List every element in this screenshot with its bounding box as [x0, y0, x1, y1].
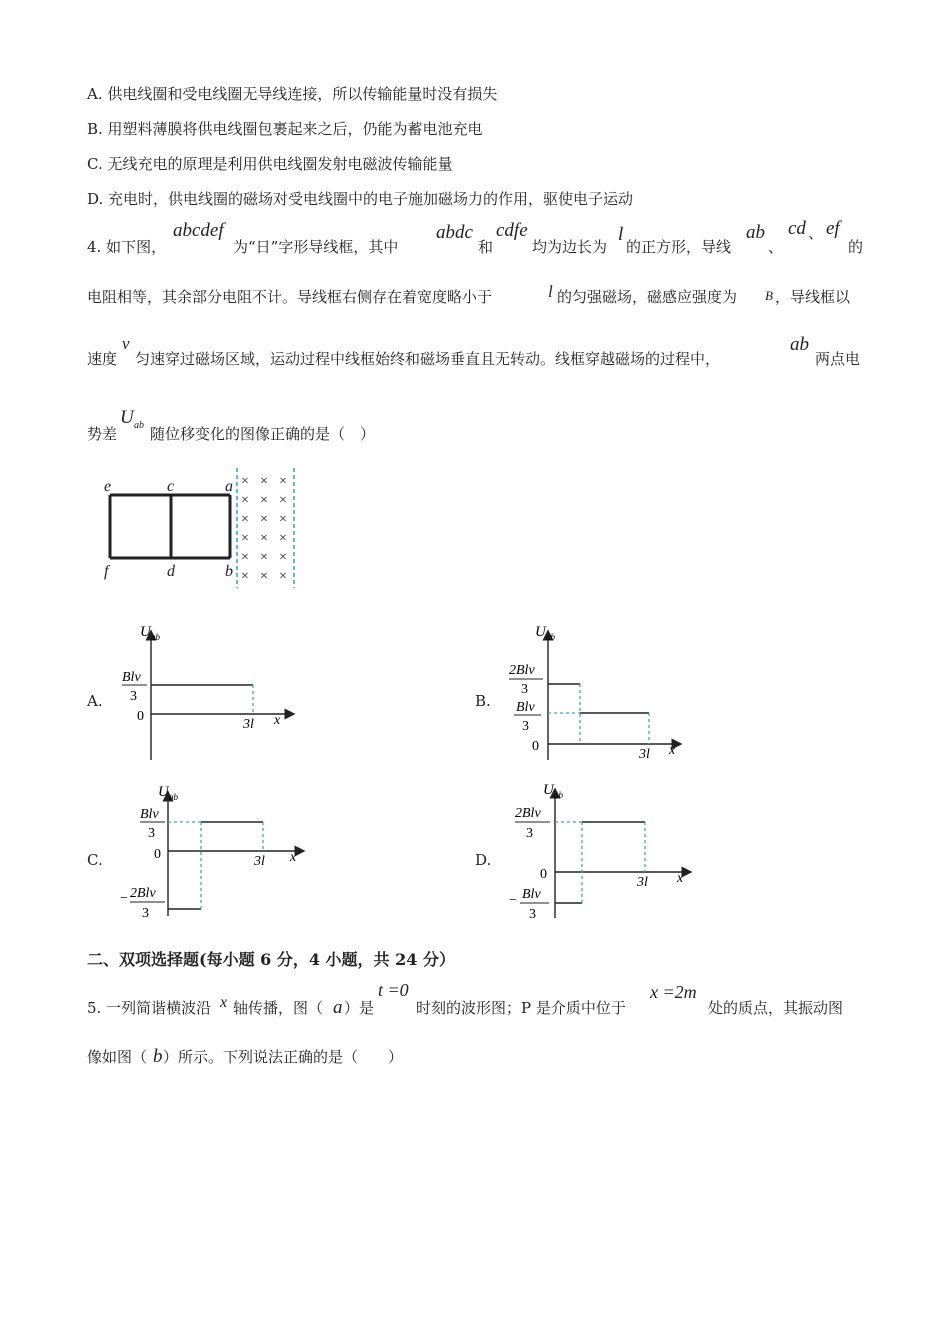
field-cross-mark: × [241, 531, 249, 546]
q5-text: ）是 [344, 999, 375, 1017]
axis-x: x [677, 871, 684, 886]
field-cross-mark: × [260, 493, 268, 508]
label-a: a [225, 478, 233, 495]
q5-text: 轴传播，图（ [233, 999, 324, 1017]
q3-option-c: C. 无线充电的原理是利用供电线圈发射电磁波传输能量 [87, 155, 453, 173]
q4-symbol-v: v [122, 334, 130, 353]
tick-zero: 0 [540, 867, 547, 882]
wire-frame [110, 495, 230, 558]
q4-text: 、 [768, 238, 784, 256]
q4-symbol-B: B [765, 288, 773, 303]
q4-text: 速度 [87, 350, 118, 368]
tick-3l: 3l [639, 747, 650, 762]
q4-text: 、 [808, 224, 824, 242]
tick-3: 3 [521, 682, 528, 697]
axis-u-sub: ab [151, 632, 160, 642]
q5-symbol-b: b [153, 1046, 163, 1067]
field-cross-mark: × [260, 474, 268, 489]
label-b: b [225, 563, 233, 580]
graph-b [505, 620, 685, 765]
field-cross-mark: × [260, 569, 268, 584]
q4-text: 和 [478, 238, 494, 256]
q4-symbol-cd: cd [788, 218, 806, 239]
axis-x: x [669, 743, 676, 758]
q4-symbol-ab: ab [746, 222, 765, 243]
graph-d [505, 778, 695, 923]
tick-3l: 3l [254, 854, 265, 869]
tick-3: 3 [148, 826, 155, 841]
q5-symbol-t0: t =0 [378, 980, 409, 1000]
label-f: f [104, 563, 109, 580]
q4-symbol-ef: ef [826, 218, 840, 239]
q4-text: 电阻相等，其余部分电阻不计。导线框右侧存在着宽度略小于 [87, 288, 493, 306]
axis-u: U [535, 624, 546, 640]
option-d-label: D. [475, 851, 492, 869]
field-cross-mark: × [241, 493, 249, 508]
tick-minus: − [509, 893, 517, 908]
tick-3: 3 [526, 826, 533, 841]
graph-c [118, 778, 308, 923]
q3-option-a: A. 供电线圈和受电线圈无导线连接，所以传输能量时没有损失 [87, 85, 498, 103]
tick-3l: 3l [243, 717, 254, 732]
q4-text: 随位移变化的图像正确的是（ ） [150, 425, 376, 443]
q4-text: 的 [848, 238, 864, 256]
field-cross-mark: × [279, 569, 287, 584]
tick-3: 3 [142, 906, 149, 921]
q5-text: 处的质点，其振动图 [708, 999, 844, 1017]
axis-u-sub: ab [546, 632, 555, 642]
q4-symbol-abcdef: abcdef [173, 220, 224, 241]
option-b-label: B. [475, 692, 491, 710]
q4-symbol-U: U [120, 407, 134, 428]
field-cross-mark: × [279, 493, 287, 508]
tick-2blv: 2Blv [515, 806, 541, 821]
axis-x: x [274, 713, 281, 728]
field-cross-mark: × [260, 531, 268, 546]
option-c-label: C. [87, 851, 103, 869]
tick-zero: 0 [154, 847, 161, 862]
axis-u: U [543, 782, 554, 798]
field-cross-mark: × [241, 550, 249, 565]
q4-symbol-ab: ab [790, 334, 809, 355]
tick-3: 3 [130, 689, 137, 704]
axis-u: U [158, 784, 169, 800]
label-c: c [167, 478, 175, 495]
q5-text: 像如图（ [87, 1048, 148, 1066]
tick-minus: − [120, 891, 128, 906]
field-cross-mark: × [241, 474, 249, 489]
q4-symbol-l: l [548, 282, 553, 301]
field-cross-mark: × [241, 512, 249, 527]
axis-u-sub: ab [169, 792, 178, 802]
tick-blv: Blv [140, 807, 159, 822]
q5-text: 5. 一列简谐横波沿 [87, 999, 212, 1017]
tick-3l: 3l [637, 875, 648, 890]
label-d: d [167, 563, 175, 580]
tick-3: 3 [522, 719, 529, 734]
field-cross-mark: × [279, 550, 287, 565]
q5-text: 时刻的波形图；P 是介质中位于 [416, 999, 626, 1017]
q4-text: 的匀强磁场，磁感应强度为 [557, 288, 738, 306]
q4-symbol-cdfe: cdfe [496, 220, 528, 241]
wire-frame-figure [95, 468, 310, 598]
q3-option-d: D. 充电时，供电线圈的磁场对受电线圈中的电子施加磁场力的作用，驱使电子运动 [87, 190, 634, 208]
axis-x: x [290, 850, 297, 865]
section-2-title: 二、双项选择题(每小题 6 分，4 小题，共 24 分） [87, 950, 455, 969]
field-cross-mark: × [260, 512, 268, 527]
q5-symbol-x2m: x =2m [650, 982, 697, 1002]
q4-symbol-abdc: abdc [436, 222, 473, 243]
q4-text: 为“日”字形导线框，其中 [233, 238, 399, 256]
tick-blv: Blv [122, 670, 141, 685]
axis-u-sub: ab [554, 790, 563, 800]
q5-symbol-x: x [220, 994, 228, 1011]
tick-zero: 0 [137, 709, 144, 724]
q5-text: ）所示。下列说法正确的是（ ） [163, 1048, 404, 1066]
q4-text: 两点电 [815, 350, 861, 368]
tick-blv: Blv [516, 700, 535, 715]
q4-text: 4. 如下图， [87, 238, 167, 256]
q4-text: 的正方形，导线 [626, 238, 732, 256]
magnetic-field-crosses [241, 474, 287, 584]
field-cross-mark: × [279, 512, 287, 527]
axis-u: U [140, 624, 151, 640]
q4-symbol-ab-sub: ab [134, 420, 144, 431]
option-a-label: A. [87, 692, 103, 710]
field-cross-mark: × [279, 474, 287, 489]
field-cross-mark: × [279, 531, 287, 546]
graph-a [118, 620, 298, 765]
tick-zero: 0 [532, 739, 539, 754]
q4-text: ，导线框以 [775, 288, 851, 306]
q4-text: 匀速穿过磁场区域，运动过程中线框始终和磁场垂直且无转动。线框穿越磁场的过程中， [135, 350, 721, 368]
field-cross-mark: × [241, 569, 249, 584]
q5-symbol-a: a [333, 997, 343, 1018]
q4-text: 势差 [87, 425, 118, 443]
tick-3: 3 [529, 907, 536, 922]
tick-2blv: 2Blv [509, 663, 535, 678]
q3-option-b: B. 用塑料薄膜将供电线圈包裹起来之后，仍能为蓄电池充电 [87, 120, 483, 138]
q4-text: 均为边长为 [532, 238, 608, 256]
tick-2blv: 2Blv [130, 886, 156, 901]
label-e: e [104, 478, 112, 495]
q4-symbol-l: l [618, 224, 624, 245]
field-cross-mark: × [260, 550, 268, 565]
tick-blv: Blv [522, 887, 541, 902]
